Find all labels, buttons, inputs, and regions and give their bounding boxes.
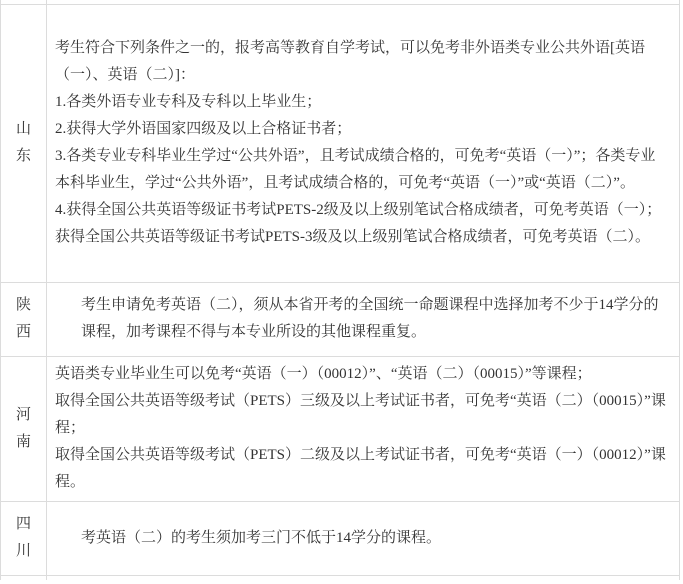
table-row-henan bbox=[1, 356, 680, 501]
province-label: 河南 bbox=[16, 406, 32, 450]
table-row-shaanxi bbox=[1, 282, 680, 356]
table-body bbox=[1, 0, 680, 580]
policy-cell bbox=[47, 501, 680, 575]
policy-paragraph: 4.获得全国公共英语等级证书考试PETS-2级及以上级别笔试合格成绩者，可免考英语（一）；获得全国公共英语等级证书考试PETS-3级及以上级别笔试合格成绩者，可免考英语（二）。 bbox=[55, 202, 662, 245]
policy-cell bbox=[47, 282, 680, 356]
policy-paragraph: 取得全国公共英语等级考试（PETS）三级及以上考试证书者，可免考“英语（二）（00015）”课程； bbox=[55, 393, 666, 436]
policy-paragraph: 考英语（二）的考生须加考三门不低于14学分的课程。 bbox=[81, 529, 442, 546]
partial-province-cell bbox=[1, 575, 47, 580]
table-row-sichuan bbox=[1, 501, 680, 575]
province-cell bbox=[1, 356, 47, 501]
partial-content-cell bbox=[47, 575, 680, 580]
policy-cell bbox=[47, 4, 680, 282]
policy-paragraph: 3.各类专业专科毕业生学过“公共外语”，且考试成绩合格的，可免考“英语（一）”；各类专业本科毕业生，学过“公共外语”，且考试成绩合格的，可免考“英语（一）”或“英语（二）”。 bbox=[55, 148, 656, 191]
province-cell bbox=[1, 282, 47, 356]
province-cell bbox=[1, 501, 47, 575]
province-cell bbox=[1, 4, 47, 282]
province-label: 四川 bbox=[16, 516, 32, 559]
policy-paragraph: 考生符合下列条件之一的，报考高等教育自学考试，可以免考非外语类专业公共外语[英语（一）、英语（二）]： bbox=[55, 40, 645, 83]
province-label: 山东 bbox=[16, 121, 32, 164]
partial-row-below bbox=[1, 575, 680, 580]
policy-paragraph: 考生申请免考英语（二），须从本省开考的全国统一命题课程中选择加考不少于14学分的课程，加考课程不得与本专业所设的其他课程重复。 bbox=[81, 297, 659, 340]
table-row-shandong bbox=[1, 4, 680, 282]
province-label: 陕西 bbox=[16, 297, 32, 340]
policy-paragraph: 2.获得大学外语国家四级及以上合格证书者； bbox=[55, 121, 352, 137]
policy-paragraph: 1.各类外语专业专科及专科以上毕业生； bbox=[55, 94, 322, 110]
policy-cell bbox=[47, 356, 680, 501]
policy-paragraph: 英语类专业毕业生可以免考“英语（一）（00012）”、“英语（二）（00015）”等课程； bbox=[55, 366, 592, 382]
policy-paragraph: 取得全国公共英语等级考试（PETS）二级及以上考试证书者，可免考“英语（一）（00012）”课程。 bbox=[55, 447, 666, 490]
